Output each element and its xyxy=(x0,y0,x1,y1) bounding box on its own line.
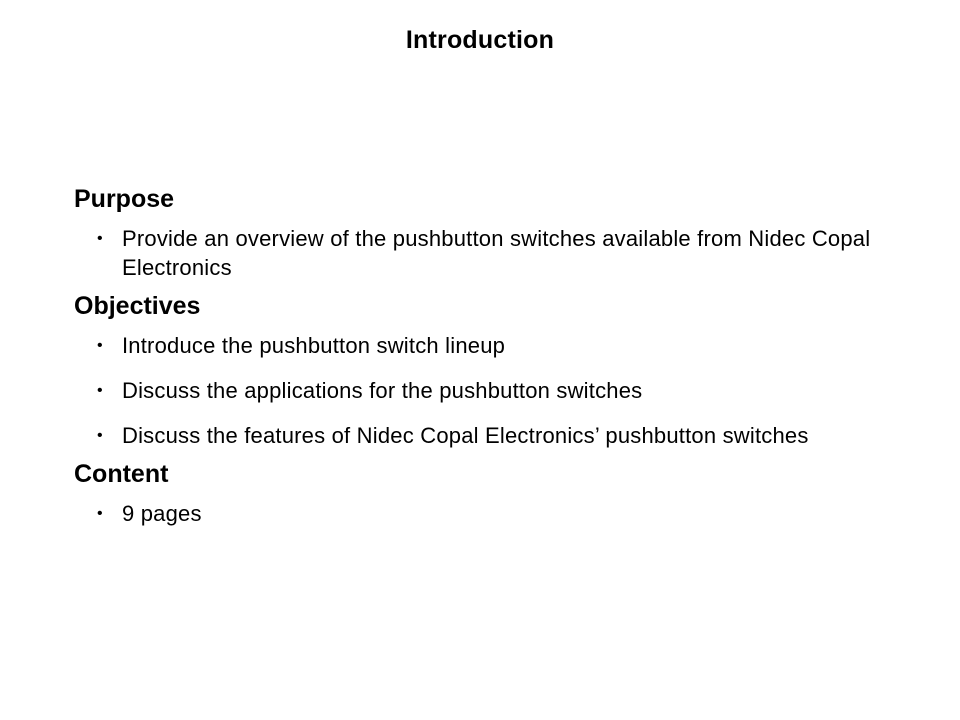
bullet-list-objectives xyxy=(74,331,904,450)
section-heading-objectives: Objectives xyxy=(74,292,201,320)
slide-content xyxy=(74,182,904,535)
section-purpose xyxy=(74,182,904,282)
bullet-icon: • xyxy=(97,382,103,399)
bullet-text: Discuss the applications for the pushbutton switches xyxy=(122,378,643,403)
bullet-text: Introduce the pushbutton switch lineup xyxy=(122,333,506,358)
list-item xyxy=(74,421,904,450)
slide-title: Introduction xyxy=(405,26,555,54)
section-content xyxy=(74,457,904,528)
bullet-list-purpose xyxy=(74,224,904,282)
section-heading-content: Content xyxy=(74,460,169,488)
bullet-text: Discuss the features of Nidec Copal Electronics’ pushbutton switches xyxy=(122,423,809,448)
list-item xyxy=(74,499,904,528)
list-item xyxy=(74,331,904,360)
list-item xyxy=(74,224,904,282)
bullet-icon: • xyxy=(97,505,103,522)
bullet-icon: • xyxy=(97,427,103,444)
section-objectives xyxy=(74,289,904,450)
bullet-text: 9 pages xyxy=(122,501,202,526)
list-item xyxy=(74,376,904,405)
section-heading-purpose: Purpose xyxy=(74,185,175,213)
bullet-icon: • xyxy=(97,337,103,354)
bullet-list-content xyxy=(74,499,904,528)
bullet-icon: • xyxy=(97,230,103,247)
bullet-text: Provide an overview of the pushbutton switches available from Nidec Copal Electronics xyxy=(122,226,871,280)
